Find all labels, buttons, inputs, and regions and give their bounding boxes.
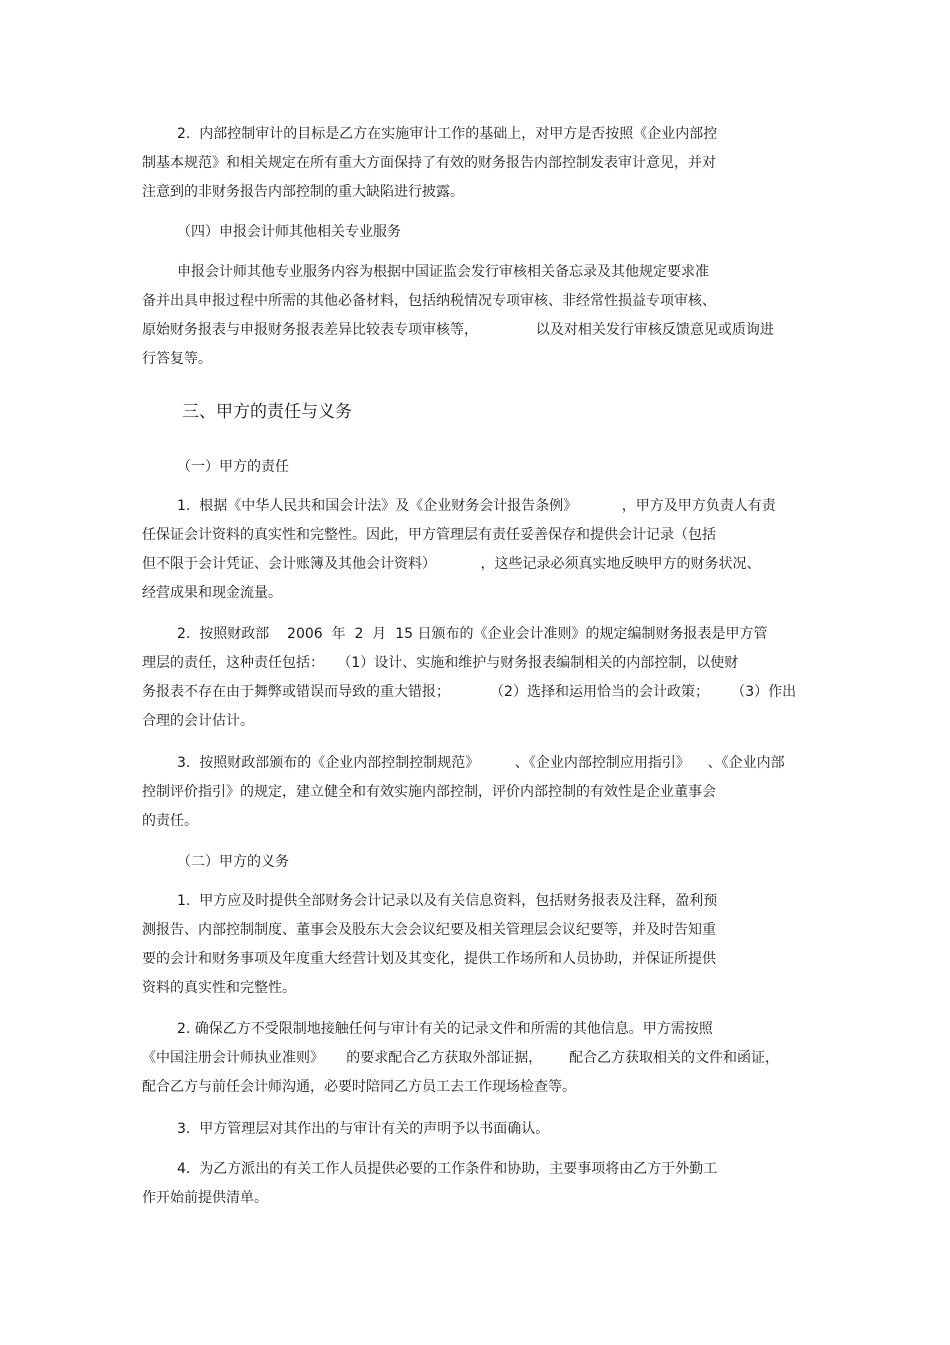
text-line: 行答复等。 — [142, 351, 212, 367]
text-line: 合理的会计估计。 — [142, 713, 254, 729]
text-line: 务报表不存在由于舞弊或错误而导致的重大错报； （2）选择和运用恰当的会计政策； （3）作出 — [142, 684, 797, 700]
text-line: 要的会计和财务事项及年度重大经营计划及其变化，提供工作场所和人员协助，并保证所提供 — [142, 951, 716, 967]
text-line: 注意到的非财务报告内部控制的重大缺陷进行披露。 — [142, 184, 464, 200]
text-line: 但不限于会计凭证、会计账簿及其他会计资料） ，这些记录必须真实地反映甲方的财务状况、 — [142, 556, 761, 572]
text-line: 作开始前提供清单。 — [142, 1190, 268, 1206]
text-line: 制基本规范》和相关规定在所有重大方面保持了有效的财务报告内部控制发表审计意见，并对 — [142, 155, 716, 171]
text-line: 经营成果和现金流量。 — [142, 585, 282, 601]
text-line: 《中国注册会计师执业准则》 的要求配合乙方获取外部证据， 配合乙方获取相关的文件和函证， — [142, 1050, 779, 1066]
text-line: 1. 根据《中华人民共和国会计法》及《企业财务会计报告条例》 ，甲方及甲方负责人有责 — [177, 498, 776, 514]
chapter-heading: 三、甲方的责任与义务 — [182, 402, 352, 422]
section-heading: （一）甲方的责任 — [177, 459, 289, 475]
text-line: 申报会计师其他专业服务内容为根据中国证监会发行审核相关备忘录及其他规定要求准 — [177, 264, 709, 280]
text-line: 2. 内部控制审计的目标是乙方在实施审计工作的基础上，对甲方是否按照《企业内部控 — [177, 126, 718, 142]
text-line: 1. 甲方应及时提供全部财务会计记录以及有关信息资料，包括财务报表及注释，盈利预 — [177, 893, 718, 909]
text-line: 配合乙方与前任会计师沟通，必要时陪同乙方员工去工作现场检查等。 — [142, 1079, 576, 1095]
text-line: 3. 按照财政部颁布的《企业内部控制控制规范》 、《企业内部控制应用指引》 、《企业内部 — [177, 755, 785, 771]
text-line: 理层的责任，这种责任包括： （1）设计、实施和维护与财务报表编制相关的内部控制，以使财 — [142, 655, 739, 671]
section-heading: （二）甲方的义务 — [177, 854, 289, 870]
text-line: 2. 按照财政部 2006 年 2 月 15 日颁布的《企业会计准则》的规定编制财务报表是甲方管 — [177, 626, 768, 642]
text-line: 4. 为乙方派出的有关工作人员提供必要的工作条件和协助，主要事项将由乙方于外勤工 — [177, 1161, 718, 1177]
text-line: 控制评价指引》的规定，建立健全和有效实施内部控制，评价内部控制的有效性是企业董事会 — [142, 784, 716, 800]
text-line: 任保证会计资料的真实性和完整性。因此，甲方管理层有责任妥善保存和提供会计记录（包括 — [142, 527, 716, 543]
text-line: 测报告、内部控制制度、董事会及股东大会会议纪要及相关管理层会议纪要等，并及时告知重 — [142, 922, 716, 938]
text-line: 的责任。 — [142, 813, 198, 829]
text-line: 资料的真实性和完整性。 — [142, 980, 296, 996]
text-line: 备并出具申报过程中所需的其他必备材料，包括纳税情况专项审核、非经常性损益专项审核、 — [142, 293, 716, 309]
text-line: 2. 确保乙方不受限制地接触任何与审计有关的记录文件和所需的其他信息。甲方需按照 — [177, 1021, 713, 1037]
text-line: 3. 甲方管理层对其作出的与审计有关的声明予以书面确认。 — [177, 1121, 550, 1137]
text-line: 原始财务报表与申报财务报表差异比较表专项审核等， 以及对相关发行审核反馈意见或质询进 — [142, 322, 774, 338]
section-heading: （四）申报会计师其他相关专业服务 — [177, 224, 401, 240]
